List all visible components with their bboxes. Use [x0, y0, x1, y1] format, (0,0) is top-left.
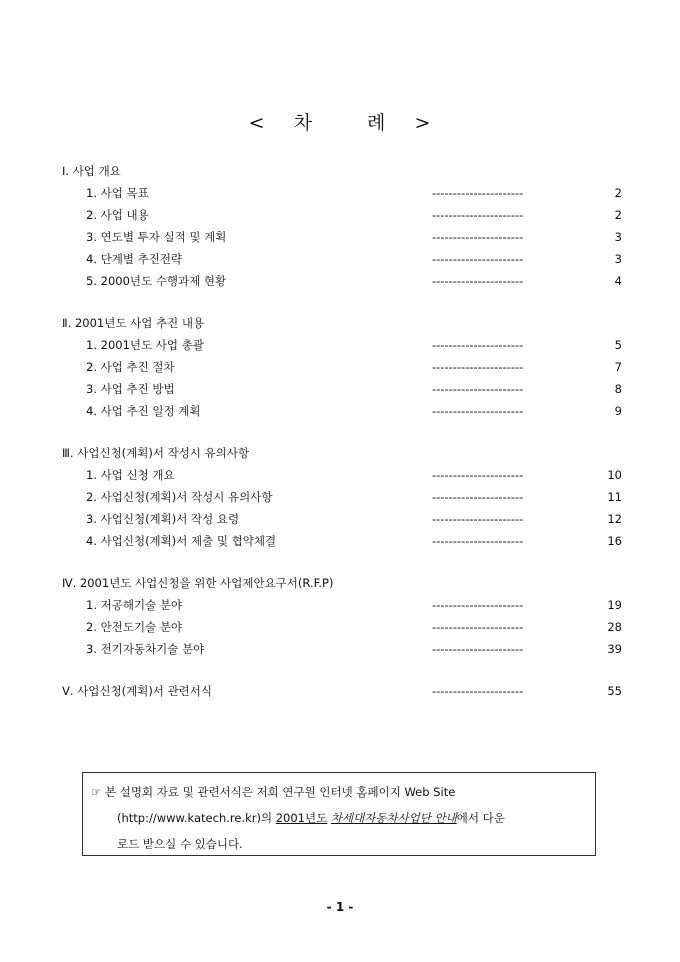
entry-page: 9 [614, 404, 622, 418]
entry-page: 7 [614, 360, 622, 374]
notice-link-guide[interactable]: 차세대자동차사업단 안내 [330, 811, 457, 825]
entry-leader: ---------------------- [432, 512, 524, 526]
toc-section-3 [0, 442, 680, 552]
toc-entry [0, 464, 680, 486]
title-right-bracket: > [414, 112, 432, 134]
toc-entry [0, 638, 680, 660]
toc-entry [0, 182, 680, 204]
entry-leader: ---------------------- [432, 684, 524, 698]
entry-leader: ---------------------- [432, 382, 524, 396]
toc-entry [0, 378, 680, 400]
entry-label: 1. 2001년도 사업 총괄 [86, 338, 204, 352]
entry-label: 1. 사업 신청 개요 [86, 468, 175, 482]
entry-page: 12 [607, 512, 622, 526]
toc-section-5 [0, 680, 680, 702]
title-char-1: 차 [293, 112, 313, 134]
notice-url-text: (http://www.katech.re.kr)의 [117, 811, 276, 825]
entry-page: 55 [607, 684, 622, 698]
entry-label: 2. 안전도기술 분야 [86, 620, 183, 634]
notice-line-1 [91, 779, 585, 805]
toc-entry [0, 486, 680, 508]
section-title: Ⅳ. 2001년도 사업신청을 위한 사업제안요구서(R.F.P) [62, 576, 334, 590]
entry-page: 3 [614, 252, 622, 266]
toc-entry [0, 400, 680, 422]
page-number: - 1 - [326, 900, 354, 914]
toc-entry [0, 334, 680, 356]
entry-leader: ---------------------- [432, 360, 524, 374]
entry-page: 2 [614, 208, 622, 222]
entry-leader: ---------------------- [432, 230, 524, 244]
entry-leader: ---------------------- [432, 404, 524, 418]
entry-leader: ---------------------- [432, 620, 524, 634]
entry-label: 3. 연도별 투자 실적 및 계획 [86, 230, 227, 244]
entry-label: 1. 사업 목표 [86, 186, 149, 200]
page-title [0, 108, 680, 135]
entry-page: 3 [614, 230, 622, 244]
entry-label: 4. 사업신청(계획)서 제출 및 협약체결 [86, 534, 277, 548]
toc-entry [0, 530, 680, 552]
entry-label: 3. 사업 추진 방법 [86, 382, 175, 396]
toc-entry [0, 204, 680, 226]
entry-leader: ---------------------- [432, 252, 524, 266]
entry-label: 3. 전기자동차기술 분야 [86, 642, 205, 656]
section-title: Ⅴ. 사업신청(계획)서 관련서식 [62, 684, 213, 698]
entry-label: 5. 2000년도 수행과제 현황 [86, 274, 227, 288]
entry-page: 8 [614, 382, 622, 396]
toc-section-2 [0, 312, 680, 422]
section-title: Ⅰ. 사업 개요 [62, 164, 121, 178]
notice-text: 본 설명회 자료 및 관련서식은 저희 연구원 인터넷 홈페이지 Web Site [104, 785, 456, 799]
entry-leader: ---------------------- [432, 468, 524, 482]
entry-label: 2. 사업신청(계획)서 작성시 유의사항 [86, 490, 273, 504]
entry-leader: ---------------------- [432, 208, 524, 222]
pointing-hand-icon: ☞ [91, 785, 102, 799]
entry-page: 2 [614, 186, 622, 200]
entry-page: 4 [614, 274, 622, 288]
entry-leader: ---------------------- [432, 186, 524, 200]
entry-label: 2. 사업 내용 [86, 208, 149, 222]
toc-section-4 [0, 572, 680, 660]
entry-page: 39 [607, 642, 622, 656]
entry-label: 1. 저공해기술 분야 [86, 598, 183, 612]
entry-leader: ---------------------- [432, 490, 524, 504]
toc-entry [0, 508, 680, 530]
notice-line-2 [91, 805, 585, 831]
entry-page: 11 [607, 490, 622, 504]
entry-label: 4. 단계별 추진전략 [86, 252, 183, 266]
entry-leader: ---------------------- [432, 598, 524, 612]
entry-leader: ---------------------- [432, 534, 524, 548]
entry-page: 28 [607, 620, 622, 634]
entry-leader: ---------------------- [432, 642, 524, 656]
title-char-2: 례 [367, 112, 387, 134]
toc-entry [0, 248, 680, 270]
notice-link-year[interactable]: 2001년도 [275, 811, 328, 825]
toc-entry [0, 594, 680, 616]
entry-label: 4. 사업 추진 일정 계획 [86, 404, 201, 418]
toc-entry [0, 226, 680, 248]
entry-page: 19 [607, 598, 622, 612]
entry-leader: ---------------------- [432, 338, 524, 352]
notice-line-3: 로드 받으실 수 있습니다. [117, 837, 243, 851]
toc-entry [0, 616, 680, 638]
section-title: Ⅱ. 2001년도 사업 추진 내용 [62, 316, 205, 330]
entry-label: 2. 사업 추진 절차 [86, 360, 175, 374]
section-title: Ⅲ. 사업신청(계획)서 작성시 유의사항 [62, 446, 250, 460]
toc-entry [0, 680, 680, 702]
entry-label: 3. 사업신청(계획)서 작성 요령 [86, 512, 240, 526]
notice-text-tail: 에서 다운 [456, 811, 505, 825]
entry-page: 5 [614, 338, 622, 352]
entry-page: 10 [607, 468, 622, 482]
entry-leader: ---------------------- [432, 274, 524, 288]
title-left-bracket: < [248, 112, 266, 134]
toc-entry [0, 356, 680, 378]
toc-section-1 [0, 160, 680, 292]
notice-box [82, 772, 596, 856]
toc-entry [0, 270, 680, 292]
table-of-contents [0, 160, 680, 722]
entry-page: 16 [607, 534, 622, 548]
